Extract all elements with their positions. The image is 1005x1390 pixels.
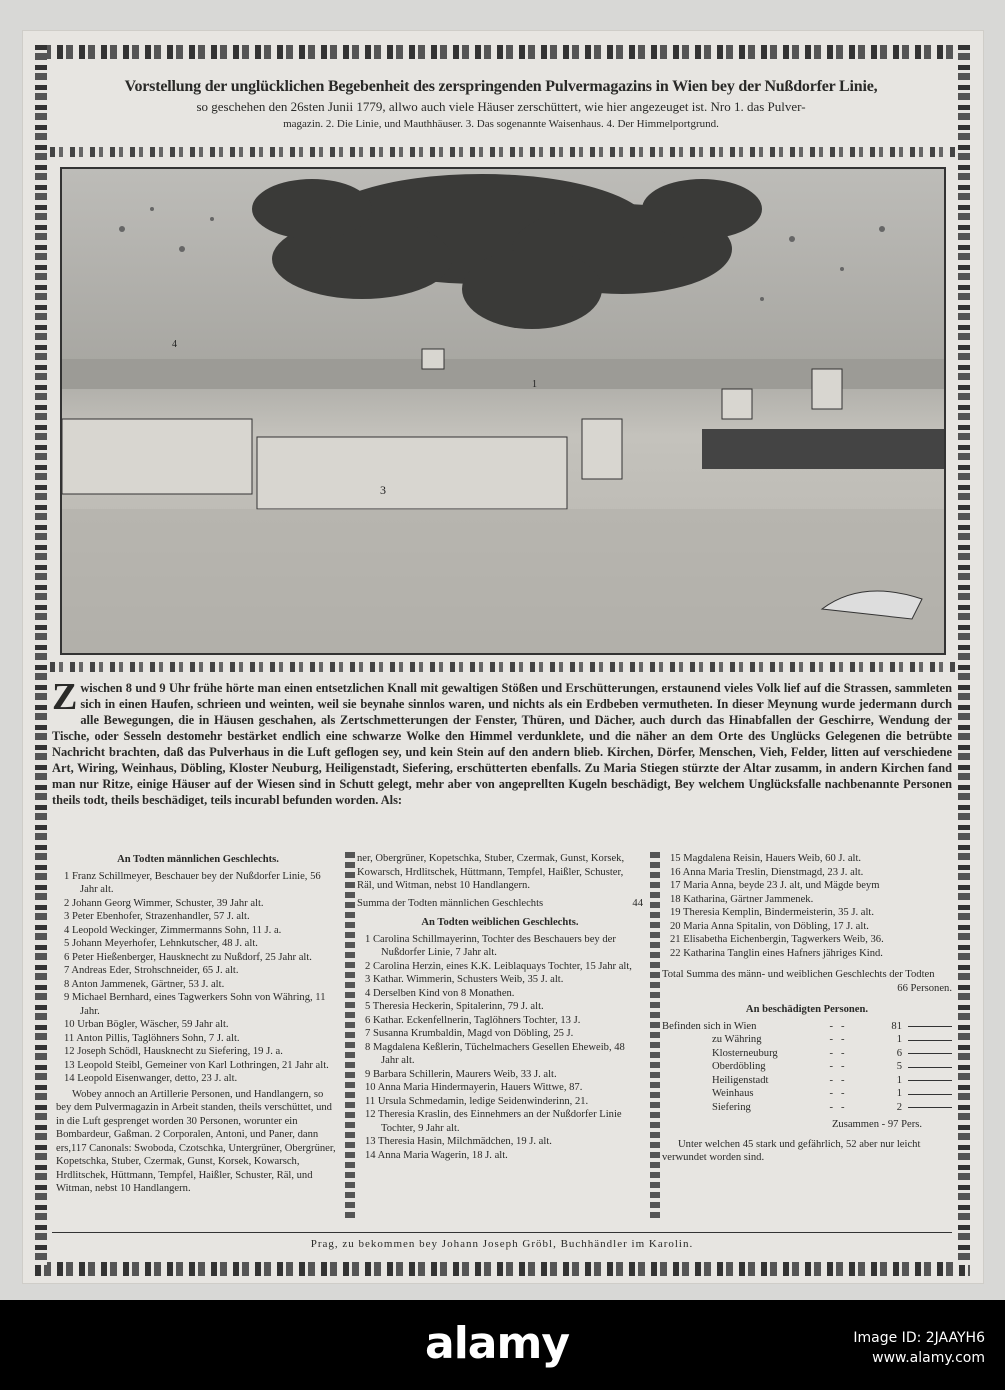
alamy-logo: alamy	[425, 1318, 569, 1369]
casualty-entry: 13 Leopold Steibl, Gemeiner von Karl Lothringen, 21 Jahr alt.	[64, 1059, 329, 1071]
separator-dashes: - -	[829, 1020, 845, 1032]
engraving-label: 1	[532, 379, 537, 390]
casualty-entry: 13 Theresia Hasin, Milchmädchen, 19 J. alt.	[365, 1136, 552, 1147]
casualty-entry: 1 Carolina Schillmayerinn, Tochter des Beschauers bey der Nußdorfer Linie, 7 Jahr alt.	[365, 933, 616, 958]
injured-place: Siefering	[712, 1101, 751, 1113]
injured-row	[662, 1047, 952, 1061]
injured-count: 1	[896, 1074, 902, 1086]
artillery-note-continued: ner, Obergrüner, Kopetschka, Stuber, Czermak, Gunst, Korsek, Kowarsch, Hrdlitschek, Hüttmann, Tempfel, Haißler, Schuster, Räl, und Witman, nebst 10 Handlangern.	[357, 853, 625, 891]
rule-line	[908, 1047, 952, 1055]
separator-dashes: - -	[829, 1101, 845, 1113]
injured-count: 2	[896, 1101, 902, 1113]
injured-place: Klosterneuburg	[712, 1047, 778, 1059]
title-line-3: magazin. 2. Die Linie, und Mauthhäuser. 3. Das sogenannte Waisenhaus. 4. Der Himmelportgrund.	[283, 118, 719, 130]
event-description	[52, 676, 952, 808]
foreground-field	[62, 509, 946, 655]
casualty-entry: 2 Carolina Herzin, eines K.K. Leiblaquays Tochter, 15 Jahr alt,	[365, 960, 632, 972]
watermark-url: www.alamy.com	[872, 1350, 985, 1366]
explosion-engraving	[60, 167, 946, 655]
engraving-label: 3	[380, 483, 386, 497]
total-dead	[662, 968, 952, 995]
casualty-entry: 8 Magdalena Keßlerin, Tüchelmachers Gesellen Eheweib, 48 Jahr alt.	[365, 1041, 625, 1066]
injured-row	[662, 1101, 952, 1115]
title-block	[52, 78, 950, 130]
artillery-note: Wobey annoch an Artillerie Personen, und Handlangern, so bey dem Pulvermagazin in Arbeit standen, theils verschüttet, und in die Luft gesprenget worden 30 Personen, worunter ein Bombardeur, Gaßman. 2 Corporalen, Antoni, und Paner, dann ers,117 Canonals: Swoboda, Czotschka, Untergrüner, Obergrüner, Kopetschka, Stuber, Czermak, Gunst, Korsek, Kowarsch, Hrdlitschek, Hüttmann, Tempfel, Haißler, Schuster, Räl, und Witman, nebst 10 Handlangern.	[56, 1088, 336, 1194]
casualty-entry: 18 Katharina, Gärtner Jammenek.	[670, 893, 814, 905]
ornamental-border-right	[958, 45, 970, 1265]
title-line-1: Vorstellung der unglücklichen Begebenheit des zerspringenden Pulvermagazins in Wien bey der Nußdorfer Linie,	[124, 78, 878, 95]
casualty-entry: 5 Theresia Heckerin, Spitalerinn, 79 J. alt.	[365, 1001, 544, 1012]
column-ornament	[650, 852, 660, 1222]
casualty-entry: 19 Theresia Kemplin, Bindermeisterin, 35 J. alt.	[670, 907, 874, 918]
casualty-entry: 11 Anton Pillis, Taglöhners Sohn, 7 J. alt.	[64, 1032, 240, 1044]
casualty-entry: 12 Theresia Kraslin, des Einnehmers an der Nußdorfer Linie Tochter, 9 Jahr alt.	[365, 1109, 622, 1134]
ornamental-border-left	[35, 45, 47, 1265]
casualty-entry: 4 Derselben Kind von 8 Monathen.	[365, 987, 515, 999]
drop-cap: Z	[52, 676, 78, 718]
event-text: wischen 8 und 9 Uhr frühe hörte man einen entsetzlichen Knall mit gewaltigen Stößen und Erschütterungen, erstaunend vieles Volk lief auf die Strassen, sammleten sich in einen Haufen, schrieen und weinten, weil sie beynahe sinnlos waren, und nichts als ein Erdbeben vermutheten. In dieser Meynung wurde jedermann durch alle Bewegungen, die in Häusen geschahen, als Zertschmetterungen der Fenster, Thüren, und Dächer, auch durch das Hinabfallen der Geschirre, Wendung der Tische, oder Sesseln destomehr bestärket endlich eine schwarze Wolke den Himmel verdunklete, und die näher an dem Orte des Unglücks Gelegenen die betrübte Nachricht brachten, daß das Pulverhaus in die Luft geflogen sey, und kein Stein auf den andern blieb. Kirchen, Dörfer, Menschen, Vieh, Felder, litten auf verschiedene Art, Wiring, Weinhaus, Döbling, Kloster Neuburg, Heiligenstadt, Siefering, erschütterten ebenfalls. Zu Maria Stiegen stürzte der Altar zusamm, in andern Kirchen fand man nur Ritze, einige Häuser auf der Wiesen sind in Schutt gelegt, mehr aber von angeprellten Kugeln beschädigt, Bey welchem Unglücksfalle nachbenannte Personen theils todt, theils beschädiget, teils incurabl befunden worden. Als:	[52, 681, 952, 807]
casualty-entry: 12 Joseph Schödl, Hausknecht zu Siefering, 19 J. a.	[64, 1046, 283, 1057]
casualty-entry: 20 Maria Anna Spitalin, von Döbling, 17 J. alt.	[670, 920, 869, 932]
casualty-entry: 15 Magdalena Reisin, Hauers Weib, 60 J. alt.	[670, 853, 862, 864]
total-dead-value: 66 Personen.	[897, 982, 952, 994]
casualty-entry: 2 Johann Georg Wimmer, Schuster, 39 Jahr alt.	[64, 897, 264, 909]
separator-dashes: - -	[829, 1047, 845, 1059]
injured-place: Weinhaus	[712, 1088, 754, 1099]
injured-count: 5	[896, 1061, 902, 1072]
casualty-entry: 14 Leopold Eisenwanger, detto, 23 J. alt.	[64, 1073, 238, 1084]
injured-row	[662, 1033, 952, 1047]
casualty-entry: 1 Franz Schillmeyer, Beschauer bey der Nußdorfer Linie, 56 Jahr alt.	[64, 870, 321, 895]
engraving-label: 4	[172, 339, 177, 350]
injured-count: 6	[896, 1047, 902, 1059]
ornamental-divider	[50, 662, 955, 672]
injured-count: 1	[896, 1088, 902, 1099]
injured-total-label: Zusammen	[831, 1119, 880, 1130]
injured-total: Zusammen - 97 Pers.	[831, 1119, 922, 1130]
casualty-entry: 6 Peter Hießenberger, Hausknecht zu Nußdorf, 25 Jahr alt.	[64, 951, 312, 963]
injured-place: Oberdöbling	[712, 1061, 766, 1072]
injured-place: Befinden sich in Wien	[662, 1020, 757, 1032]
casualty-entry: 16 Anna Maria Treslin, Dienstmagd, 23 J. alt.	[670, 866, 864, 878]
title-line-2: so geschehen den 26sten Junii 1779, allwo auch viele Häuser zerschüttert, wie hier angezeuget ist. Nro 1. das Pulver-	[196, 99, 806, 114]
engraving-illustration	[62, 169, 946, 655]
image-id: Image ID: 2JAAYH6	[853, 1330, 985, 1346]
rule-line	[908, 1060, 952, 1068]
separator-dashes: - -	[829, 1088, 845, 1099]
injured-heading: An beschädigten Personen.	[745, 1004, 869, 1015]
ornamental-border-bottom	[35, 1262, 970, 1276]
casualty-entry: 7 Susanna Krumbaldin, Magd von Döbling, 25 J.	[365, 1028, 574, 1039]
image-id-block	[853, 1328, 985, 1368]
casualty-entry: 10 Urban Bögler, Wäscher, 59 Jahr alt.	[64, 1019, 229, 1030]
injured-total-value: 97 Pers.	[887, 1119, 922, 1130]
casualty-entry: 21 Elisabetha Eichenbergin, Tagwerkers Weib, 36.	[670, 934, 884, 945]
female-dead-heading: An Todten weiblichen Geschlechts.	[421, 917, 579, 928]
casualty-entry: 14 Anna Maria Wagerin, 18 J. alt.	[365, 1149, 508, 1161]
fence-row	[702, 429, 946, 469]
casualty-entry: 11 Ursula Schmedamin, ledige Seidenwinderinn, 21.	[365, 1095, 589, 1107]
injured-row	[662, 1074, 952, 1088]
casualty-entry: 10 Anna Maria Hindermayerin, Hauers Wittwe, 87.	[365, 1082, 583, 1093]
watermark-bar	[0, 1300, 1005, 1390]
injured-count: 81	[891, 1020, 902, 1032]
casualty-entry: 3 Peter Ebenhofer, Strazenhandler, 57 J. alt.	[64, 911, 250, 922]
injured-row	[662, 1087, 952, 1101]
male-sum-label: Summa der Todten männlichen Geschlechts	[357, 897, 544, 909]
ornamental-border-top	[35, 45, 970, 59]
casualty-entry: 3 Kathar. Wimmerin, Schusters Weib, 35 J. alt.	[365, 974, 564, 985]
male-dead-heading: An Todten männlichen Geschlechts.	[117, 854, 279, 865]
casualty-entry: 6 Kathar. Eckenfellnerin, Taglöhners Tochter, 13 J.	[365, 1014, 581, 1026]
smoke-cloud	[252, 174, 762, 329]
publisher-imprint: Prag, zu bekommen bey Johann Joseph Gröbl, Buchhändler im Karolin.	[52, 1232, 952, 1250]
male-sum-value: 44	[632, 897, 643, 909]
rule-line	[908, 1087, 952, 1095]
right-column	[662, 852, 952, 1165]
casualty-entry: 7 Andreas Eder, Strohschneider, 65 J. alt.	[64, 965, 239, 976]
injured-count: 1	[896, 1034, 902, 1045]
rule-line	[908, 1033, 952, 1041]
separator-dashes: - -	[829, 1061, 845, 1072]
casualty-entry: 22 Katharina Tanglin eines Hafners jähriges Kind.	[670, 947, 883, 959]
male-dead-column	[56, 852, 340, 1196]
casualty-entry: 4 Leopold Weckinger, Zimmermanns Sohn, 11 J. a.	[64, 924, 282, 936]
rule-line	[908, 1101, 952, 1109]
rule-line	[908, 1074, 952, 1082]
column-ornament	[345, 852, 355, 1222]
separator-dashes: - -	[829, 1074, 845, 1086]
ornamental-divider	[50, 147, 955, 157]
casualty-entry: 8 Anton Jammenek, Gärtner, 53 J. alt.	[64, 978, 225, 990]
total-dead-label: Total Summa des männ- und weiblichen Geschlechts der Todten	[662, 969, 935, 980]
middle-column	[357, 852, 643, 1162]
casualty-entry: 9 Michael Bernhard, eines Tagwerkers Sohn von Währing, 11 Jahr.	[64, 992, 326, 1017]
rule-line	[908, 1020, 952, 1028]
casualty-entry: 5 Johann Meyerhofer, Lehnkutscher, 48 J. alt.	[64, 938, 258, 949]
injured-place: Heiligenstadt	[712, 1074, 769, 1086]
injured-row	[662, 1020, 952, 1034]
injured-row	[662, 1060, 952, 1074]
injured-note: Unter welchen 45 stark und gefährlich, 52 aber nur leicht verwundet worden sind.	[662, 1138, 921, 1163]
casualty-entry: 17 Maria Anna, beyde 23 J. alt, und Mägde beym	[670, 880, 880, 891]
injured-place: zu Währing	[712, 1034, 762, 1045]
male-sum	[357, 897, 643, 911]
casualty-entry: 9 Barbara Schillerin, Maurers Weib, 33 J. alt.	[365, 1068, 557, 1080]
separator-dashes: - -	[829, 1034, 845, 1045]
